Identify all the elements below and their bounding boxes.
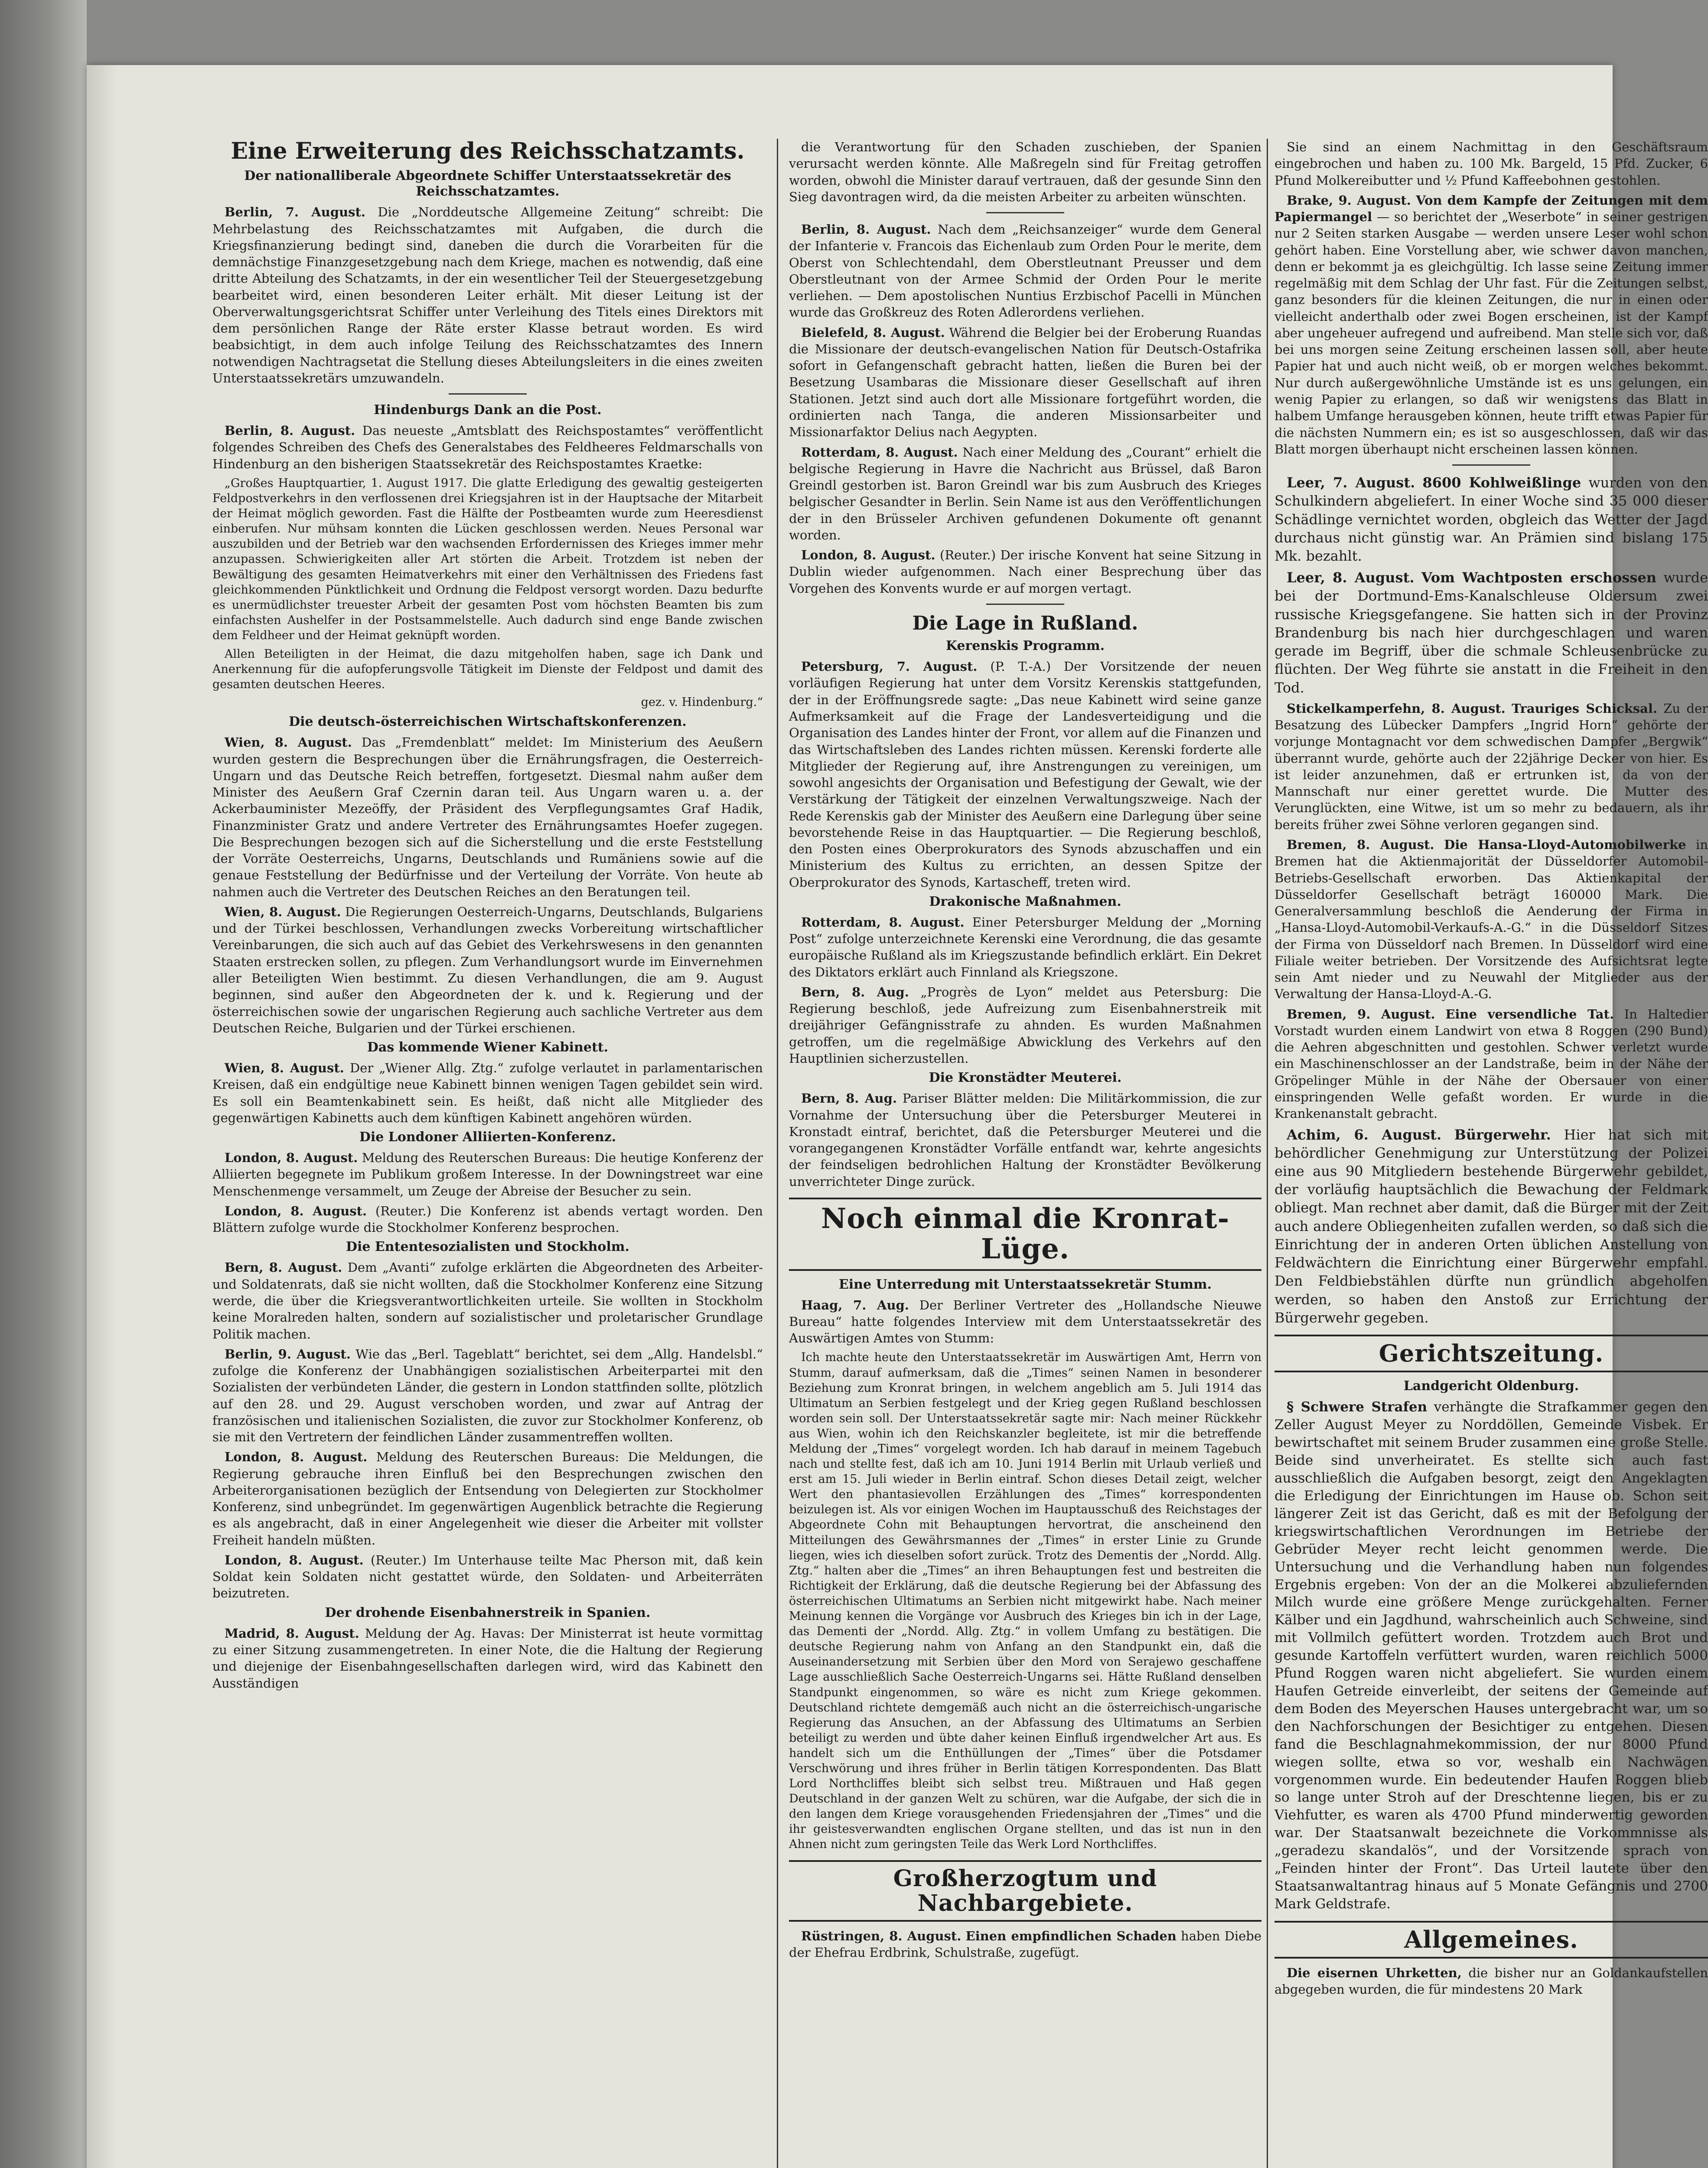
signature: gez. v. Hindenburg.“ (641, 695, 763, 709)
article-paragraph: Berlin, 8. August. Nach dem „Reichsanzeiger“ wurde dem General der Infanterie v. Francois das Eichenlaub zum Orden Pour le merite, dem Oberst von Schlechtendahl, dem Oberstleutnant Preusser und dem Oberstleutnant von der Armee Schmid der Orden Pour le merite verliehen. — Dem apostolischen Nuntius Erzbischof Pacelli in München wurde das Großkreuz des Roten Adlerordens verliehen. (789, 222, 1262, 320)
article-paragraph: London, 8. August. Meldung des Reuterschen Bureaus: Die Meldungen, die Regierung gebrauche ihren Einfluß bei den Besprechungen zwischen den Arbeiterorganisationen bezüglich der Entsendung von Delegierten zur Stockholmer Konferenz, sind unbegründet. Im gegenwärtigen Augenblick betrachte die Regierung es als angebracht, daß in einer Angelegenheit wie dieser die Arbeiter mit vollster Freiheit handeln müßten. (212, 1450, 763, 1548)
article-paragraph: Wien, 8. August. Die Regierungen Oesterreich-Ungarns, Deutschlands, Bulgariens und der Türkei beschlossen, Verhandlungen zwecks Vorbereitung wirtschaftlicher Vereinbarungen, die sich auch auf das Gebiet des Verkehrswesens in den genannten Staaten erstrecken sollen, zu pflegen. Zum Verhandlungsort wurde im Einvernehmen aller Beteiligten Wien bestimmt. Zu diesen Verhandlungen, die am 9. August beginnen, sind außer den Abgeordneten der k. und k. Regierung und der österreichischen sowie der ungarischen Regierung auch sachliche Vertreter aus dem Deutschen Reiche, Bulgarien und der Türkei erschienen. (212, 904, 763, 1035)
article-paragraph: Bern, 8. Aug. „Progrès de Lyon“ meldet aus Petersburg: Die Regierung beschloß, jede Aufreizung zum Eisenbahnerstreik mit dreijähriger Gefängnisstrafe zu ahnden. Es wurden Maßnahmen getroffen, um die regelmäßige Abwicklung des Verkehrs auf den Hauptlinien sicherzustellen. (789, 984, 1262, 1066)
headline-box (789, 1860, 1261, 1922)
separator (1452, 464, 1530, 466)
section-title: Die Kronstädter Meuterei. (929, 1070, 1122, 1086)
article-paragraph: § Schwere Strafen verhängte die Strafkammer gegen den Zeller August Meyer zu Norddöllen, Gemeinde Visbek. Er bewirtschaftet mit seinem Bruder zusammen eine große Stelle. Beide sind unverheiratet. Es stellte sich auch fast ausschließlich die Aufgaben besorgt, zeigt den Angeklagten die Erledigung der Einrichtungen im Hause ob. Schon seit längerer Zeit ist das Gericht, daß es mit der Befolgung der kriegswirtschaftlichen Verordnungen im Betriebe der Gebrüder Meyer recht leicht genommen werde. Die Untersuchung und die Verhandlung haben nun folgendes Ergebnis ergeben: Von der an die Molkerei abzuliefernden Milch wurde eine größere Menge zurückgehalten. Ferner Kälber und ein Jagdhund, wahrscheinlich auch Schweine, sind mit Vollmilch gefüttert worden. Trotzdem auch Brot und gesunde Kartoffeln verfüttert wurden, waren reichlich 5000 Pfund Roggen waren nicht abgeliefert. Sie wurden einem Haufen Getreide einverleibt, der seitens der Gemeinde auf dem Boden des Meyerschen Hauses untergebracht war, um so den Nachforschungen der Besichtiger zu entgehen. Diesen fand die Beschlagnahmekommission, der nur 8000 Pfund wiegen sollte, etwa so vor, weshalb ein Nachwägen vorgenommen wurde. Ein bedeutender Haufen Roggen blieb so lange unter Stroh auf der Dreschtenne liegen, bis er zu Viehfutter, es waren als 4700 Pfund minderwertig geworden war. Der Staatsanwalt bezeichnete die Vorkommnisse als „geradezu skandalös“, und der Vorsitzende sprach von „Feinden hinter der Front“. Das Urteil lautete über den Staatsanwaltantrag hinaus auf 5 Monate Gefängnis und 2700 Mark Geldstrafe. (1274, 1399, 1708, 1912)
headline: Großherzogtum und Nachbargebiete. (893, 1865, 1157, 1917)
article-paragraph: Bern, 8. August. Dem „Avanti“ zufolge erklärten die Abgeordneten des Arbeiter- und Soldatenrats, daß sie nicht wollten, daß die Stockholmer Konferenz eine Sitzung werde, die über die Kriegsverantwortlichkeiten urteile. Sie wollten in Stockholm keine Moralreden halten, sondern auf sozialistischer und proletarischer Grundlage Politik machen. (212, 1260, 763, 1342)
article-paragraph: Ich machte heute den Unterstaatssekretär im Auswärtigen Amt, Herrn von Stumm, darauf aufmerksam, daß die „Times“ seinen Namen in besonderer Beziehung zum Kronrat bringen, in welchem angeblich am 5. Juli 1914 das Ultimatum an Serbien festgelegt und der Krieg gegen Rußland beschlossen worden sein soll. Der Unterstaatssekretär sagte mir: Nach meiner Rückkehr aus Wien, wohin ich den Reichskanzler begleitete, ist mir die betreffende Meldung der „Times“ vorgelegt worden. Ich hab darauf in meinem Tagebuch nach und stellte fest, daß ich am 10. Juni 1914 Berlin mit Urlaub verließ und erst am 15. Juli wieder in Berlin eintraf. Schon dieses Detail zeigt, welcher Wert den phantasievollen Erzählungen des „Times“ korrespondenten beizulegen ist. Als vor einigen Wochen im Hauptausschuß des Reichstages der Abgeordnete Cohn mit Behauptungen hervortrat, die anscheinend den Mitteilungen des Gewährsmannes der „Times“ in erster Linie zu Grunde liegen, wies ich dieselben sofort zurück. Trotz des Dementis der „Nordd. Allg. Ztg.“ halten aber die „Times“ an ihren Behauptungen fest und bestreiten die Richtigkeit der Erklärung, daß die deutsche Regierung bei der Abfassung des österreichischen Ultimatums an Serbien nicht mitgewirkt habe. Nach meiner Meinung kennen die Vorgänge vor Ausbruch des Krieges bin ich in der Lage, das Dementi der „Nordd. Allg. Ztg.“ in vollem Umfang zu bestätigen. Die deutsche Regierung nahm von Anfang an den Standpunkt ein, daß die Auseinandersetzung mit Serbien über den Mord von Serajewo geschaffene Lage ausschließlich Sache Oesterreich-Ungarns sei. Hätte Rußland denselben Standpunkt eingenommen, so wäre es nicht zum Kriege gekommen. Deutschland richtete demgemäß auch nicht an die österreichisch-ungarische Regierung das Ansuchen, an der Abfassung des Ultimatums an Serbien beteiligt zu werden und übte daher keinen Einfluß irgendwelcher Art aus. Es handelt sich um die Enthüllungen der „Times“ über die Potsdamer Verschwörung und ihres früher in Berlin tätigen Korrespondenten. Das Blatt Lord Northcliffes bleibt sich selbst treu. Mißtrauen und Haß gegen Deutschland in der ganzen Welt zu schüren, war die Aufgabe, der sich die in den langen dem Kriege vorausgehenden Friedensjahren der „Times“ und die ihr geistesverwandten englischen Organe stellten, und das ist nun in den Ahnen nicht zum geringsten Teile das Werk Lord Northcliffes. (789, 1351, 1261, 1851)
column-right (1274, 139, 1708, 2168)
article-paragraph: Rotterdam, 8. August. Einer Petersburger Meldung der „Morning Post“ zufolge unterzeichnete Kerenski eine Verordnung, die das gesamte europäische Rußland als im Kriegszustande befindlich erklärt. Ein Dekret des Diktators erklärt auch Finnland als Kriegszone. (789, 914, 1262, 980)
headline: Die Lage in Rußland. (912, 612, 1138, 634)
article-paragraph: Berlin, 7. August. Die „Norddeutsche Allgemeine Zeitung“ schreibt: Die Mehrbelastung des Reichsschatzamtes mit Aufgaben, die durch die Kriegsfinanzierung bedingt sind, daneben die durch die Vorarbeiten für die demnächstige Finanzgesetzgebung nach dem Kriege, machen es notwendig, daß eine dritte Abteilung des Schatzamts, in der ein wesentlicher Teil der Steuergesetzgebung bearbeitet wird, einen besonderen Leiter erhält. Mit dieser Leitung ist der Oberverwaltungsgerichtsrat Schiffer unter Verleihung des Titels eines Direktors mit dem persönlichen Range der Räte erster Klasse betraut worden. Es wird beabsichtigt, in dem auch infolge Teilung des Reichsschatzamtes des Innern notwendigen Nachtragsetat die Stellung dieses Abteilungsleiters in die eines zweiten Unterstaatssekretärs umzuwandeln. (212, 205, 763, 385)
headline: Noch einmal die Kronrat-Lüge. (821, 1202, 1230, 1266)
article-paragraph: Achim, 6. August. Bürgerwehr. Hier hat sich mit behördlicher Genehmigung zur Unterstützung der Polizei eine aus 90 Mitgliedern bestehende Bürgerwehr gebildet, der vorläufig hauptsächlich die Bewachung der Feldmark obliegt. Man rechnet aber damit, daß die Bürger mit der Zeit auch andere Obliegenheiten zufallen werden, so daß sich die Einrichtung der in anderen Orten üblichen Anstellung von Feldwächtern die Einrichtung einer Bürgerwehr empfahl. Den Feldbiebstählen dürfte nun gründlich abgeholfen werden, so haben den Anstoß zur Errichtung der Bürgerwehr gegeben. (1274, 1126, 1708, 1326)
section-title: Hindenburgs Dank an die Post. (374, 402, 602, 418)
column-left (212, 139, 763, 2168)
article-paragraph: Berlin, 9. August. Wie das „Berl. Tageblatt“ berichtet, sei dem „Allg. Handelsbl.“ zufolge die Konferenz der Unabhängigen sozialistischen Arbeiterpartei mit den Sozialisten der verbündeten Länder, die gestern in London stattfinden sollte, plötzlich auf den 28. und 29. August verschoben worden, und zwar auf Antrag der französischen und italienischen Sozialisten, die zuvor zur Stockholmer Konferenz, ob sie mit den Vertretern der feindlichen Länder zusammentreffen wollten. (212, 1346, 763, 1445)
headline-box (789, 1198, 1261, 1271)
separator (986, 604, 1064, 605)
dateline: Berlin, 7. August. (225, 205, 365, 220)
subheadline: Der nationalliberale Abgeordnete Schiffer Unterstaatssekretär des Reichsschatzamtes. (244, 168, 731, 199)
article-paragraph: Rüstringen, 8. August. Einen empfindlichen Schaden haben Diebe der Ehefrau Erdbrink, Schulstraße, zugefügt. (789, 1928, 1262, 1960)
article-paragraph: Madrid, 8. August. Meldung der Ag. Havas: Der Ministerrat ist heute vormittag zu einer Sitzung zusammengetreten. In einer Note, die die Haltung der Regierung und diejenige der Eisenbahngesellschaften darlegen wird, wird das Kabinett den Ausständigen (212, 1626, 763, 1691)
section-title: Die Londoner Alliierten-Konferenz. (359, 1130, 616, 1145)
article-paragraph: Bielefeld, 8. August. Während die Belgier bei der Eroberung Ruandas die Missionare der deutsch-evangelischen Nation für Deutsch-Ostafrika sofort in Gefangenschaft gebracht hatten, ließen die Buren bei der Besetzung Usambaras die Missionare dieser Gesellschaft auf ihren Stationen. Jetzt sind auch dort alle Missionare fortgeführt worden, die ordinierten nach Tanga, die anderen Missionsarbeiter und Missionarfaktor Delius nach Aegypten. (789, 325, 1262, 440)
separator (986, 212, 1064, 213)
article-paragraph: Bremen, 9. August. Eine versendliche Tat. In Haltedier Vorstadt wurden einem Landwirt von etwa 8 Roggen (290 Bund) die Aehren abgeschnitten und gestohlen. Schwer verletzt wurde ein Maschinenschlosser an der Landstraße, beim in der Nähe der Gröpelinger Mühle in der Nähe der Obersauer von einer einspringenden Welle gefaßt worden. Er wurde in die Krankenanstalt gebracht. (1274, 1006, 1708, 1121)
headline-box (1274, 1921, 1708, 1959)
article-paragraph: Leer, 8. August. Vom Wachtposten erschossen wurde bei der Dortmund-Ems-Kanalschleuse Oldersum zwei russische Kriegsgefangene. Sie hatten sich in der Provinz Brandenburg bis nach hier durchgeschlagen und waren gerade im Begriff, über die schmale Schleusenbrücke zu flüchten. Der Weg führte sie anstatt in die Freiheit in den Tod. (1274, 569, 1708, 696)
subheadline: Eine Unterredung mit Unterstaatssekretär Stumm. (838, 1277, 1212, 1292)
article-paragraph: Berlin, 8. August. Das neueste „Amtsblatt des Reichspostamtes“ veröffentlicht folgendes Schreiben des Chefs des Generalstabes des Feldheeres Feldmarschalls von Hindenburg an den bisherigen Staatssekretär des Reichspostamtes Kraetke: (212, 423, 763, 471)
newspaper-page (87, 65, 1708, 2168)
column-rule (777, 139, 778, 2168)
article-paragraph: Die eisernen Uhrketten, die bisher nur an Goldankaufstellen abgegeben wurden, die für mindestens 20 Mark (1274, 1966, 1708, 1997)
article-paragraph: London, 8. August. (Reuter.) Im Unterhause teilte Mac Pherson mit, daß kein Soldat kein Soldaten nicht gestattet würde, den Soldaten- und Arbeiterräten beizutreten. (212, 1552, 763, 1601)
article-paragraph: Petersburg, 7. August. (P. T.-A.) Der Vorsitzende der neuen vorläufigen Regierung hat unter dem Vorsitz Kerenskis stattgefunden, der in der Eröffnungsrede sagte: „Das neue Kabinett wird seine ganze Aufmerksamkeit auf die Frage der Landesverteidigung und die Organisation des Landes hinter der Front, vor allem auf die Finanzen und das Wirtschaftsleben des Landes richten müssen. Kerenski forderte alle Mitglieder der Regierung auf, ihre Anstrengungen zu vereinigen, um sowohl angesichts der Organisation und Befestigung der Gewalt, wie der Verstärkung der Tätigkeit der einzelnen Verwaltungszweige. Nach der Rede Kerenskis gab der Minister des Aeußern eine Darlegung über seine bevorstehende Reise in das Hauptquartier. — Die Regierung beschloß, den Posten eines Oberprokurators des Synods abzuschaffen und ein Ministerium des Kultus zu errichten, an dessen Spitze der Oberprokurator des Synods, Kartascheff, treten wird. (789, 659, 1262, 890)
subheadline: Landgericht Oldenburg. (1403, 1378, 1579, 1394)
article-paragraph: Bern, 8. Aug. Pariser Blätter melden: Die Militärkommission, die zur Vornahme der Untersuchung über die Petersburger Meuterei in Kronstadt eintraf, berichtet, daß die Petersburger Meuterei und die vorangegangenen Kronstädter Vorfälle entfandt war, kehrte angesichts der feindseligen bedrohlichen Haltung der Kronstädter Bevölkerung unverrichteter Dinge zurück. (789, 1091, 1261, 1189)
article-paragraph: London, 8. August. (Reuter.) Die Konferenz ist abends vertagt worden. Den Blättern zufolge wurde die Stockholmer Konferenz besprochen. (212, 1203, 763, 1235)
headline: Allgemeines. (1404, 1925, 1578, 1953)
article-paragraph: Haag, 7. Aug. Der Berliner Vertreter des „Hollandsche Nieuwe Bureau“ hatte folgendes Interview mit dem Unterstaatssekretär des Auswärtigen Amtes von Stumm: (789, 1297, 1261, 1346)
column-middle (789, 139, 1261, 2168)
article-paragraph: London, 8. August. (Reuter.) Der irische Konvent hat seine Sitzung in Dublin wieder aufgenommen. Nach einer Besprechung über das Vorgehen des Konvents wurde er auf morgen vertagt. (789, 548, 1261, 596)
article-paragraph: Leer, 7. August. 8600 Kohlweißlinge wurden von den Schulkindern abgeliefert. In einer Woche sind 35 000 dieser Schädlinge vernichtet worden, obgleich das Wetter der Jagd durchaus nicht günstig war. An Prämien sind bislang 175 Mk. bezahlt. (1274, 474, 1708, 564)
scanner-background (0, 0, 87, 2168)
article-paragraph: Rotterdam, 8. August. Nach einer Meldung des „Courant“ erhielt die belgische Regierung in Havre die Nachricht aus Brüssel, daß Baron Greindl gestorben ist. Baron Greindl war bis zum Ausbruch des Krieges belgischer Gesandter in Berlin. Sein Name ist aus den Veröffentlichungen der in den Brüsseler Archiven gefundenen Dokumente oft genannt worden. (789, 444, 1262, 542)
article-paragraph: London, 8. August. Meldung des Reuterschen Bureaus: Die heutige Konferenz der Alliierten begegnete im Publikum großem Interesse. In der Downingstreet war eine Menschenmenge versammelt, um Zeuge der Abreise der Besucher zu sein. (212, 1150, 763, 1198)
section-title: Die Ententesozialisten und Stockholm. (346, 1239, 629, 1255)
article-paragraph: Brake, 9. August. Von dem Kampfe der Zeitungen mit dem Papiermangel — so berichtet der „Weserbote“ in seiner gestrigen nur 2 Seiten starken Ausgabe — werden unsere Leser wohl schon gehört haben. Eine Vorstellung aber, wie schwer davon manchen, denn er bekommt ja es gleichgültig. Ich lasse seine Zeitung immer regelmäßig mit dem Schlag der Uhr fast. Für die Zeitungen selbst, ganz besonders für die kleinen Zeitungen, die nur in einen oder vielleicht anderthalb oder zwei Bogen erscheinen, ist der Kampf aber ungeheuer aufregend und aufreibend. Man stelle sich vor, daß bei uns morgen seine Zeitung erscheinen lassen soll, aber heute Papier hat und auch nicht weiß, ob er morgen welches bekommt. Nur durch außergewöhnliche Umstände ist es uns gelungen, ein wenig Papier zu erlangen, so daß wir wenigstens das Blatt in halbem Umfange herausgeben können, heute trifft etwas Papier für die nächsten Nummern ein; es ist so ausgeschlossen, daß wir das Blatt morgen überhaupt nicht erscheinen lassen können. (1274, 193, 1708, 457)
headline: Gerichtszeitung. (1379, 1339, 1604, 1368)
quote-paragraph: Allen Beteiligten in der Heimat, die dazu mitgeholfen haben, sage ich Dank und Anerkennung für die aufopferungsvolle Tätigkeit im Dienste der Feldpost und damit des gesamten deutschen Heeres. (212, 647, 763, 692)
article-paragraph: Sie sind an einem Nachmittag in den Geschäftsraum eingebrochen und haben zu. 100 Mk. Bargeld, 15 Pfd. Zucker, 6 Pfund Molkereibutter und ½ Pfund Kaffeebohnen gestohlen. (1274, 140, 1708, 188)
quote-paragraph: „Großes Hauptquartier, 1. August 1917. Die glatte Erledigung des gewaltig gesteigerten Feldpostverkehrs in den verflossenen drei Kriegsjahren ist in der Hauptsache der Mitarbeit der Heimat möglich geworden. Fast die Hälfte der Postbeamten wurde zum Heeresdienst einberufen. Nur mühsam konnten die Lücken geschlossen werden. Neues Personal war auszubilden und der Betrieb war den wachsenden Erfordernissen des Krieges immer mehr anzupassen. Schwierigkeiten aller Art störten die Arbeit. Trotzdem ist neben der Bewältigung des gesamten Heimatverkehrs mit einer den Verhältnissen des Friedens fast gleichkommenden Pünktlichkeit und Ordnung die Feldpost versorgt worden. Dazu bedurfte es unermüdlichster treuester Arbeit der gesamten Post vom höchsten Beamten bis zum einfachsten Aushelfer in der Postsammelstelle. Auch dadurch sind enge Bande zwischen dem Feldheer und der Heimat geknüpft worden. (212, 476, 763, 642)
article-paragraph: die Verantwortung für den Schaden zuschieben, der Spanien verursacht werden könnte. Alle Maßregeln sind für Freitag getroffen worden, obwohl die Minister darauf vertrauen, daß der gesunde Sinn den Sieg davontragen wird, da die meisten Arbeiter zu arbeiten wünschten. (789, 140, 1261, 204)
article-paragraph: Wien, 8. August. Das „Fremdenblatt“ meldet: Im Ministerium des Aeußern wurden gestern die Besprechungen über die Ernährungsfragen, die Oesterreich-Ungarn und das Deutsche Reich betreffen, fortgesetzt. Diesmal nahm außer dem Minister des Aeußern Graf Czernin daran teil. Aus Ungarn waren u. a. der Ackerbauminister Mezeöffy, der Präsident des Verpflegungsamtes Graf Hadik, Finanzminister Gratz und andere Vertreter des Ernährungsamtes Hoefer zugegen. Die Besprechungen bezogen sich auf die Sicherstellung und die erste Feststellung der Vorräte Oesterreichs, Ungarns, Deutschlands und Rumäniens sowie auf die genaue Feststellung der Bedürfnisse und der Verteilung der Vorräte. Von heute ab nahmen auch die Vertreter des Deutschen Reiches an den Beratungen teil. (212, 735, 763, 899)
section-title: Das kommende Wiener Kabinett. (367, 1040, 609, 1055)
section-title: Der drohende Eisenbahnerstreik in Spanien. (325, 1605, 651, 1620)
column-rule (1267, 139, 1268, 2168)
separator (449, 393, 527, 395)
article-paragraph: Wien, 8. August. Der „Wiener Allg. Ztg.“ zufolge verlautet in parlamentarischen Kreisen, daß ein endgültige neue Kabinett binnen wenigen Tagen gebildet sein wird. Es soll ein Beamtenkabinett sein. Es heißt, daß nicht alle Mitglieder des gegenwärtigen Kabinetts auch dem künftigen Kabinett angehören würden. (212, 1061, 763, 1125)
subheadline: Kerenskis Programm. (945, 638, 1105, 654)
headline-box (1274, 1335, 1708, 1372)
headline: Eine Erweiterung des Reichsschatzamts. (231, 138, 745, 164)
article-paragraph: Stickelkamperfehn, 8. August. Trauriges Schicksal. Zu der Besatzung des Lübecker Dampfers „Ingrid Horn“ gehörte der vorjunge Montagnacht vor dem schwedischen Dampfer „Bergwik“ überrannt wurde, gehörte auch der 22jährige Decker von hier. Es ist leider anzunehmen, daß er ertrunken ist, da von der Mannschaft nur einer gerettet wurde. Die Mutter des Verunglückten, eine Witwe, ist um so mehr zu bedauern, als ihr bereits früher zwei Söhne verloren gegangen sind. (1274, 701, 1708, 832)
section-title: Die deutsch-österreichischen Wirtschaftskonferenzen. (289, 714, 687, 730)
section-title: Drakonische Maßnahmen. (929, 894, 1121, 909)
article-paragraph: Bremen, 8. August. Die Hansa-Lloyd-Automobilwerke in Bremen hat die Aktienmajorität der Düsseldorfer Automobil-Betriebs-Gesellschaft erworben. Das Aktienkapital der Düsseldorfer Gesellschaft beträgt 160000 Mark. Die Generalversammlung beschloß die Aenderung der Firma in „Hansa-Lloyd-Automobil-Verkaufs-A.-G.“ in die Düsseldorf Sitzes der Firma von Düsseldorf nach Bremen. In Düsseldorf wird eine Filiale weiter betrieben. Der Vorsitzende des Aufsichtsrat legte sein Amt nieder und zu Neuwahl der Mitglieder aus der Verwaltung der Hansa-Lloyd-A.-G. (1274, 837, 1708, 1002)
